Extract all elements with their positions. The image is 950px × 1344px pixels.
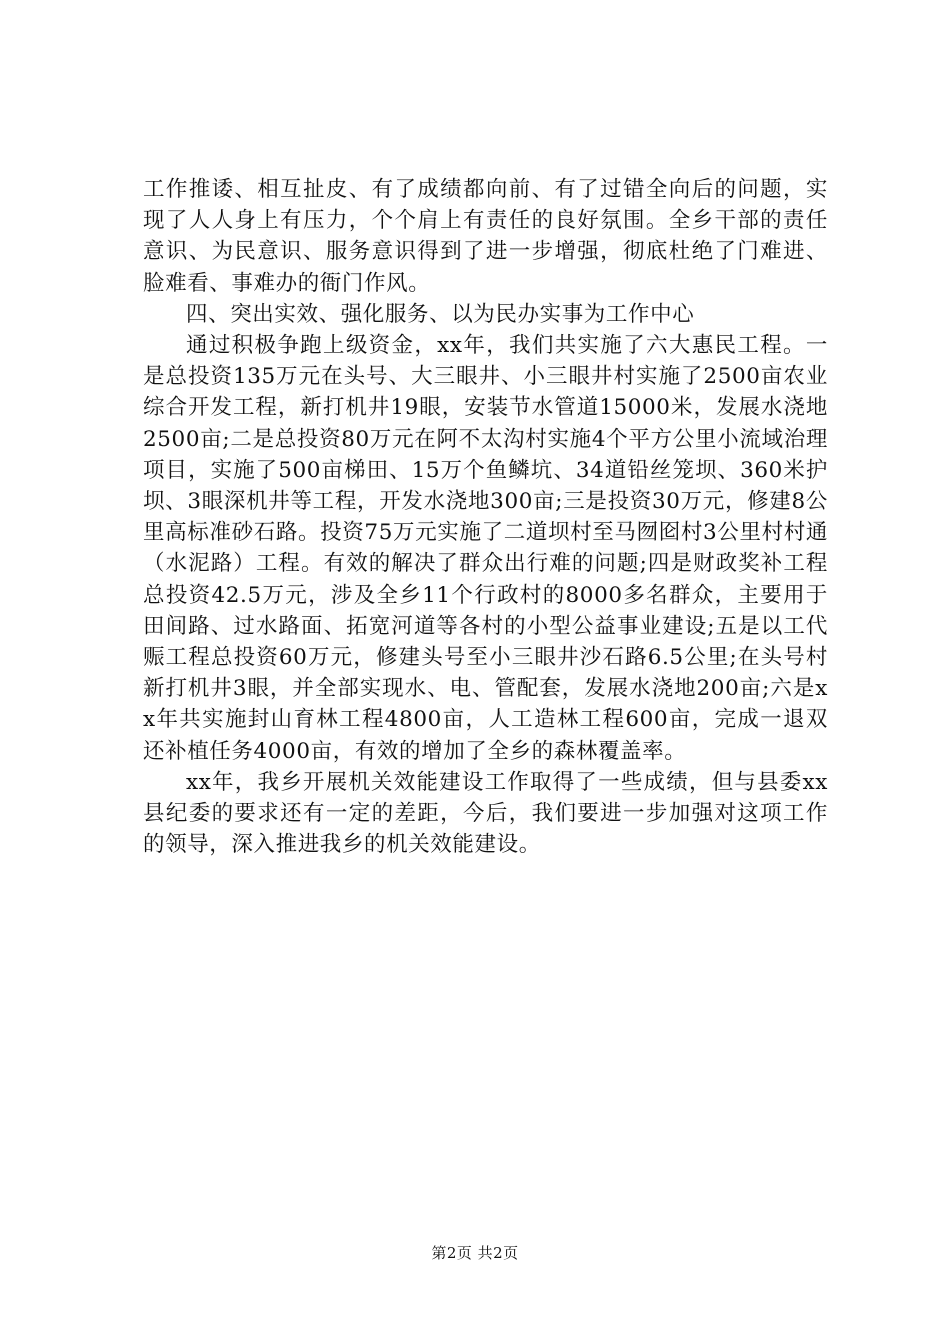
paragraph-conclusion: xx年，我乡开展机关效能建设工作取得了一些成绩，但与县委xx县纪委的要求还有一定的差距，今后，我们要进一步加强对这项工作的领导，深入推进我乡的机关效能建设。 bbox=[143, 769, 828, 858]
page-number-footer: 第2页 共2页 bbox=[431, 1244, 519, 1262]
section-heading: 四、突出实效、强化服务、以为民办实事为工作中心 bbox=[186, 301, 695, 327]
paragraph-projects: 通过积极争跑上级资金，xx年，我们共实施了六大惠民工程。一是总投资135万元在头号、大三眼井、小三眼井村实施了2500亩农业综合开发工程，新打机井19眼，安装节水管道15000米，发展水浇地2500亩;二是总投资80万元在阿不太沟村实施4个平方公里小流域治理项目，实施了500亩梯田、15万个鱼鳞坑、34道铅丝笼坝、360米护坝、3眼深机井等工程，开发水浇地300亩;三是投资30万元，修建8公里高标准砂石路。投资75万元实施了二道坝村至马囫囵村3公里村村通（水泥路）工程。有效的解决了群众出行难的问题;四是财政奖补工程总投资42.5万元，涉及全乡11个行政村的8000多名群众，主要用于田间路、过水路面、拓宽河道等各村的小型公益事业建设;五是以工代赈工程总投资60万元，修建头号至小三眼井沙石路6.5公里;在头号村新打机井3眼，并全部实现水、电、管配套，发展水浇地200亩;六是xx年共实施封山育林工程4800亩，人工造林工程600亩，完成一退双还补植任务4000亩，有效的增加了全乡的森林覆盖率。 bbox=[143, 333, 828, 764]
document-body bbox=[143, 174, 828, 860]
paragraph-continuation: 工作推诿、相互扯皮、有了成绩都向前、有了过错全向后的问题，实现了人人身上有压力，个个肩上有责任的良好氛围。全乡干部的责任意识、为民意识、服务意识得到了进一步增强，彻底杜绝了门难进、脸难看、事难办的衙门作风。 bbox=[143, 177, 828, 296]
